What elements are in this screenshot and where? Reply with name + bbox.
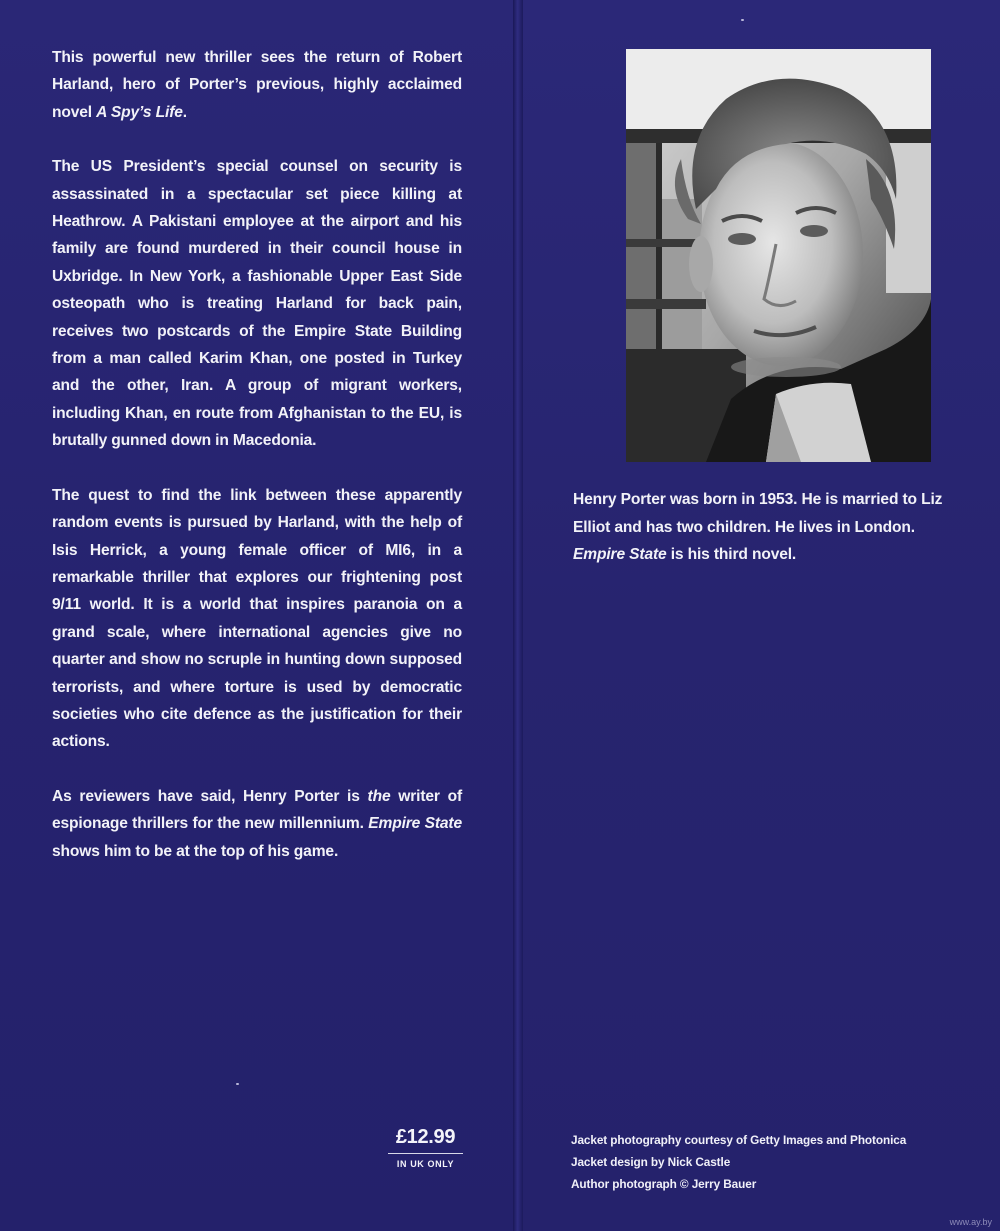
blurb-paragraph: [52, 482, 462, 756]
bio-paragraph: [573, 486, 963, 569]
watermark: www.ay.by: [949, 1217, 992, 1227]
credit-line: Jacket design by Nick Castle: [571, 1155, 731, 1169]
credit-line: Author photograph © Jerry Bauer: [571, 1177, 757, 1191]
text-run: shows him to be at the top of his game.: [52, 842, 339, 860]
italic-text: the: [367, 787, 391, 805]
text-run: writer of espionage thrillers for the new millennium.: [52, 787, 462, 833]
text-run: As reviewers have said, Henry Porter is: [52, 787, 368, 805]
price-note: IN UK ONLY: [396, 1159, 455, 1169]
blurb-paragraph: [52, 153, 462, 454]
price: £12.99: [388, 1126, 463, 1154]
text-run: is his third novel.: [666, 546, 797, 563]
text-run: This powerful new thriller sees the return of Robert Harland, hero of Porter’s previous, highly acclaimed novel: [52, 49, 462, 121]
blurb-paragraph: [52, 44, 462, 126]
italic-text: Empire State: [368, 815, 462, 833]
flap-fold: [513, 0, 523, 1231]
blurb-paragraph: [52, 783, 462, 865]
italic-text: Empire State: [573, 546, 667, 563]
credit-line: Jacket photography courtesy of Getty Images and Photonica: [571, 1133, 907, 1147]
author-bio: [573, 486, 963, 569]
italic-text: A Spy’s Life: [96, 103, 183, 121]
text-run: Henry Porter was born in 1953. He is married to Liz Elliot and has two children. He lives in London.: [573, 491, 943, 536]
blurb-text: [52, 44, 462, 865]
price-block: [388, 1126, 463, 1169]
text-run: .: [182, 103, 187, 121]
jacket-credits: [571, 1129, 971, 1195]
author-photo-image: [626, 49, 931, 462]
text-run: The US President’s special counsel on security is assassinated in a spectacular set piece killing at Heathrow. A Pakistani employee at the airport and his family are found murdered in their council house in Uxbridge. In New York, a fashionable Upper East Side osteopath who is treating Harland for back pain, receives two postcards of the Empire State Building from a man called Karim Khan, one posted in Turkey and the other, Iran. A group of migrant workers, including Khan, en route from Afghanistan to the EU, is brutally gunned down in Macedonia.: [52, 158, 462, 450]
print-speck: [236, 1083, 239, 1085]
author-photo: [626, 49, 931, 462]
text-run: The quest to find the link between these apparently random events is pursued by Harland, with the help of Isis Herrick, a young female officer of MI6, in a remarkable thriller that explores our frightening post 9/11 world. It is a world that inspires paranoia on a grand scale, where international agencies give no quarter and show no scruple in hunting down supposed terrorists, and where torture is used by democratic societies who cite defence as the justification for their actions.: [52, 486, 462, 751]
print-speck: [741, 19, 744, 21]
